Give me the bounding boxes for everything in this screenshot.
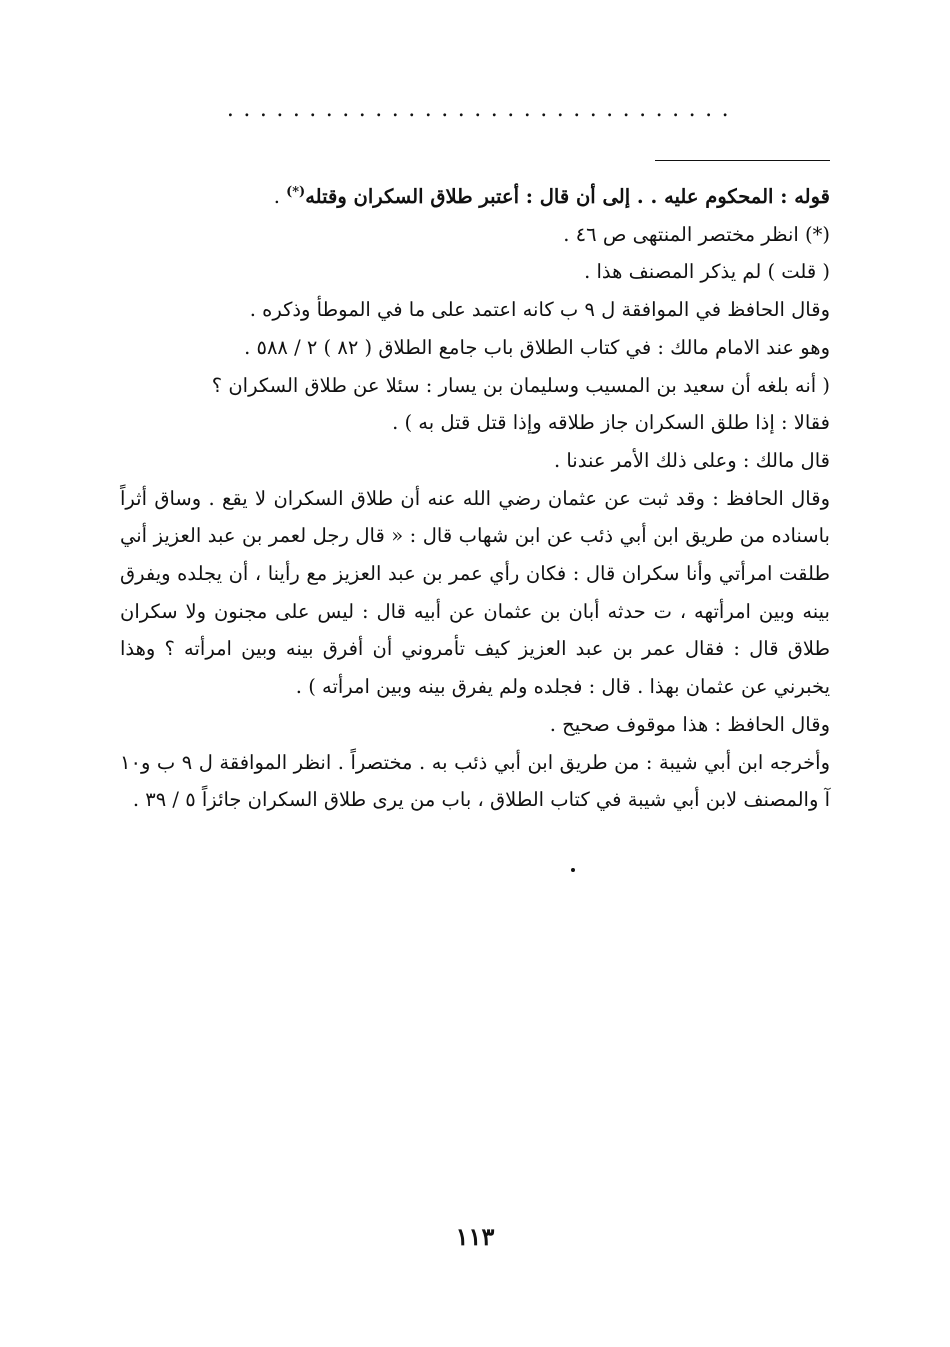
footnote-marker: (*) — [286, 184, 306, 200]
heading-text: قوله : المحكوم عليه . . إلى أن قال : أعتبر طلاق السكران وقتله — [305, 185, 830, 208]
paragraph: ( قلت ) لم يذكر المصنف هذا . — [584, 260, 830, 284]
paragraph: فقالا : إذا طلق السكران جاز طلاقه وإذا قتل قتل به ) . — [392, 411, 830, 435]
dotted-separator: ............................... — [226, 98, 739, 122]
paragraph: وهو عند الامام مالك : في كتاب الطلاق باب جامع الطلاق ( ٨٢ ) ٢ / ٥٨٨ . — [244, 335, 830, 359]
heading-end: . — [273, 185, 287, 208]
paragraph: وأخرجه ابن أبي شيبة : من طريق ابن أبي ذئب به . مختصراً . انظر الموافقة ل ٩ ب و١٠ آ والمصنف لابن أبي شيبة في كتاب الطلاق ، باب من يرى طلاق السكران جائزاً ٥ / ٣٩ . — [120, 750, 831, 812]
heading-line — [120, 178, 830, 216]
footnote-rule — [655, 160, 830, 161]
paragraph: وقال الحافظ : هذا موقوف صحيح . — [549, 712, 830, 736]
stray-dot — [571, 868, 575, 872]
page-number: ١١٣ — [455, 1222, 495, 1251]
paragraph: ( أنه بلغه أن سعيد بن المسيب وسليمان بن يسار : سئلا عن طلاق السكران ؟ — [211, 373, 830, 397]
paragraph: وقال الحافظ : وقد ثبت عن عثمان رضي الله عنه أن طلاق السكران لا يقع . وساق أثراً باسناده من طريق ابن أبي ذئب عن ابن شهاب قال : « قال رجل لعمر بن عبد العزيز أني طلقت امرأتي وأنا سكران قال : فكان رأي عمر بن عبد العزيز مع رأينا ، أن يجلده ويفرق بينه وبين امرأتهه ، ت حدثه أبان بن عثمان عن أبيه قال : ليس على مجنون ولا سكران طلاق قال : فقال عمر بن عبد العزيز كيف تأمروني أن أفرق بينه وبين امرأته ؟ وهذا يخبرني عن عثمان بهذا . قال : فجلده ولم يفرق بينه وبين امرأته ) . — [120, 486, 830, 699]
paragraph: قال مالك : وعلى ذلك الأمر عندنا . — [553, 448, 830, 472]
paragraph: وقال الحافظ في الموافقة ل ٩ ب كانه اعتمد على ما في الموطأ وذكره . — [249, 298, 830, 322]
paragraph: (*) انظر مختصر المنتهى ص ٤٦ . — [563, 222, 830, 246]
footnote-body — [120, 178, 830, 819]
